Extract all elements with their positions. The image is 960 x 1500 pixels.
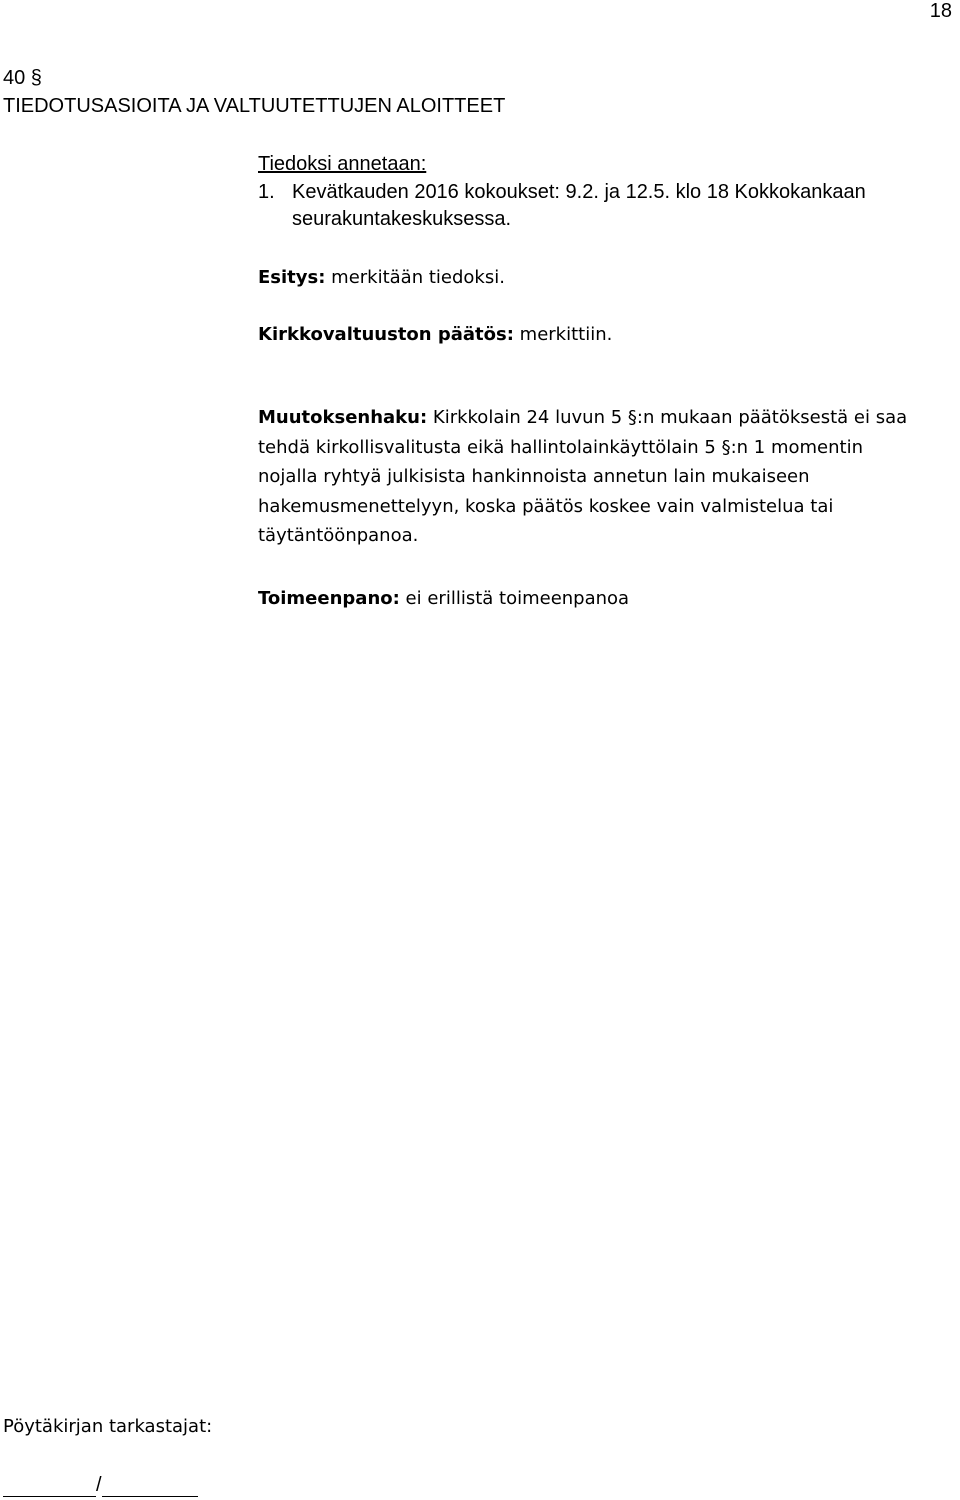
signature-line (3, 1474, 198, 1497)
paatos-paragraph (258, 324, 612, 345)
esitys-text: merkitään tiedoksi. (325, 267, 505, 288)
page-number: 18 (929, 0, 952, 22)
muutoksenhaku-paragraph (258, 403, 928, 551)
muutoksenhaku-text: Kirkkolain 24 luvun 5 §:n mukaan päätöksestä ei saa tehdä kirkollisvalitusta eikä hallintolainkäyttölain 5 §:n 1 momentin nojalla ryhtyä julkisista hankinnoista annetun lain mukaiseen hakemusmenettelyyn, koska päätös koskee vain valmistelua tai täytäntöönpanoa. (258, 407, 908, 546)
esitys-label: Esitys: (258, 267, 326, 288)
notice-item-text: Kevätkauden 2016 kokoukset: 9.2. ja 12.5. klo 18 Kokkokankaan (292, 181, 866, 203)
toimeenpano-paragraph (258, 588, 629, 609)
paatos-text: merkittiin. (513, 324, 613, 345)
toimeenpano-text: ei erillistä toimeenpanoa (399, 588, 630, 609)
minutes-checkers-label: Pöytäkirjan tarkastajat: (3, 1416, 213, 1437)
notice-label: Tiedoksi annetaan: (258, 153, 427, 175)
muutoksenhaku-label: Muutoksenhaku: (258, 407, 428, 428)
section-title: TIEDOTUSASIOITA JA VALTUUTETTUJEN ALOITTEET (3, 95, 506, 117)
esitys-paragraph (258, 267, 505, 288)
notice-item-number: 1. (258, 181, 275, 203)
paatos-label: Kirkkovaltuuston päätös: (258, 324, 514, 345)
toimeenpano-label: Toimeenpano: (258, 588, 400, 609)
signature-blank-1 (3, 1474, 96, 1497)
notice-item (258, 181, 866, 204)
signature-blank-2 (102, 1474, 198, 1497)
notice-item-continuation: seurakuntakeskuksessa. (292, 208, 512, 230)
signature-separator: / (96, 1474, 102, 1496)
section-number: 40 § (3, 67, 42, 89)
